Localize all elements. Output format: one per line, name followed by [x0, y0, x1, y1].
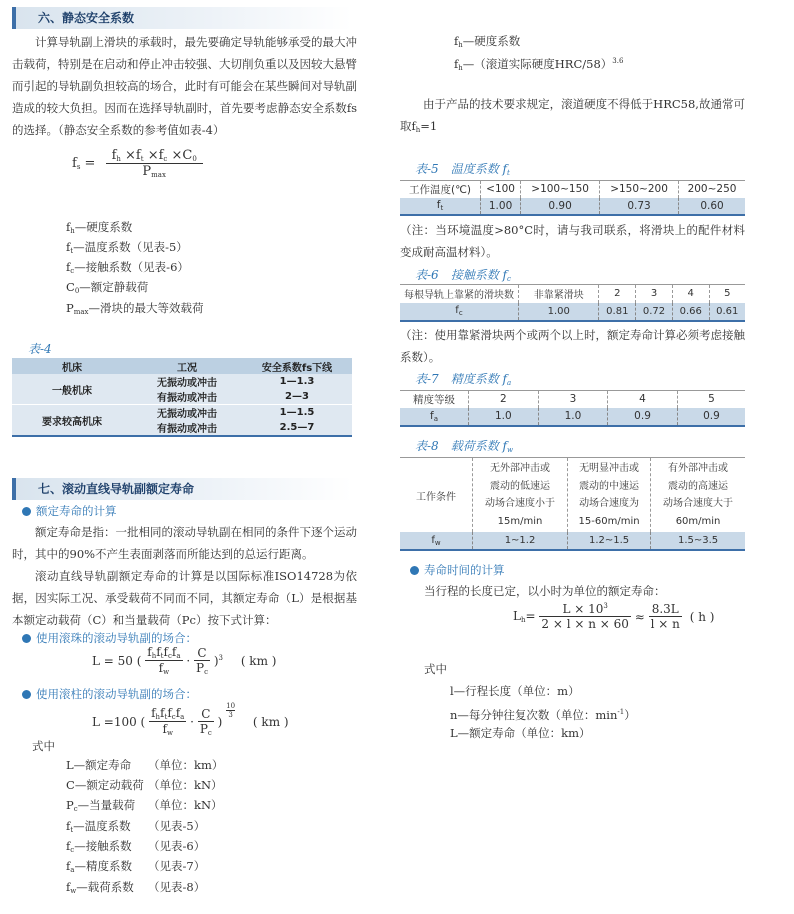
table-6-cell: 0.66	[672, 303, 709, 321]
table-6	[400, 284, 745, 322]
table-8-condition: 有外部冲击或 震动的高速运 动场合速度大于 60m/min	[663, 463, 734, 527]
table-8-cell: 1~1.2	[473, 532, 568, 550]
def-fa-note: （见表-7）	[148, 859, 206, 873]
table-6-header: 3	[636, 285, 673, 303]
section-6-paragraph: 计算导轨副上滑块的承载时，最先要确定导轨能够承受的最大冲击载荷，特别是在启动和停止冲击较强、大切削负重以及因较大悬臂而引起的导轨副负担较高的场合，此时有可能会在某些瞬间对导轨副造成的较大负担。因而在选择导轨副时，首先要考虑静态安全系数fs的选择。（静态安全系数的参考值如表-4）	[12, 35, 357, 137]
def-L-note: （单位：km）	[148, 758, 224, 772]
table-7-cell: 1.0	[469, 408, 539, 426]
lh-formula: $L_h=$ $\frac{L \times 10^3}{2 \times l \times n \times 60}$ ≈ $\frac{8.3L}{l \times n}$ ( h )	[513, 602, 715, 631]
bullet-dot-icon	[22, 634, 31, 643]
table-8-cell: 1.2~1.5	[568, 532, 651, 550]
def-stroke: l—行程长度（单位：m）	[450, 684, 580, 698]
table-4-cell: 1—1.5	[242, 405, 352, 421]
table-4-cell: 无振动或冲击	[132, 405, 242, 421]
table-6-cell: 1.00	[519, 303, 599, 321]
table-8	[400, 457, 745, 551]
def-Pc: $P_c—$当量载荷	[66, 798, 136, 813]
table-7-caption: 表-7 精度系数 $f_a$	[415, 372, 512, 387]
def-fh-formula: $f_h—$（滚道实际硬度HRC/58）$^{3.6}$	[454, 57, 624, 72]
iso-paragraph: 滚动直线导轨副额定寿命的计算是以国际标准ISO14728为依据，因实际工况、承受载荷不同而不同，其额定寿命（L）是根据基本额定动载荷（C）和当量载荷（Pc）按下式计算：	[12, 569, 357, 627]
def-fc: $f_c—$接触系数（见表-6）	[66, 260, 189, 275]
table-7-header: 2	[469, 391, 539, 408]
table-5-row-label: $f_t$	[400, 198, 481, 215]
table-5-cell: 0.73	[600, 198, 679, 215]
bullet-ball: 使用滚珠的滚动导轨副的场合：	[22, 630, 197, 646]
table-4-header: 机床	[62, 362, 82, 374]
table-4-machine: 一般机床	[12, 374, 132, 405]
table-5-cell: 0.90	[521, 198, 600, 215]
table-7-cell: 0.9	[608, 408, 678, 426]
def-c0: $C_0—$额定静载荷	[66, 280, 149, 295]
bullet-rated-life: 额定寿命的计算	[22, 503, 117, 519]
bullet-dot-icon	[410, 566, 419, 575]
table-4-cell: 1—1.3	[279, 376, 315, 387]
section-7-title: 七、滚动直线导轨副额定寿命	[38, 482, 195, 496]
table-4-cell: 有振动或冲击	[132, 420, 242, 436]
rated-life-paragraph: 额定寿命是指：一批相同的滚动导轨副在相同的条件下逐个运动时，其中的90%不产生表面剥落而所能达到的总运行距离。	[12, 525, 357, 561]
table-5-header: <100	[481, 181, 521, 198]
bullet-roller: 使用滚柱的滚动导轨副的场合：	[22, 686, 197, 702]
where-label-right: 式中	[424, 662, 447, 676]
table-8-caption: 表-8 载荷系数 $f_w$	[415, 439, 513, 454]
hrc-paragraph: 由于产品的技术要求规定，滚道硬度不得低于HRC58,故通常可取$f_h=1$	[400, 97, 745, 134]
table-7-header: 精度等级	[400, 391, 469, 408]
note-5: （注：当环境温度>80°C时，请与我司联系，将滑块上的配件材料变成耐高温材料）。	[400, 223, 745, 259]
ball-formula: L = 50 ( $\frac{f_hf_tf_cf_a}{f_w}$ · $\frac{C}{P_c}$ )$^3$ ( km )	[92, 645, 277, 676]
def-L: L—额定寿命	[66, 758, 132, 772]
table-6-cell: 0.72	[636, 303, 673, 321]
bullet-dot-icon	[22, 690, 31, 699]
def-freq: n—每分钟往复次数（单位：$\min^{-1}$）	[450, 708, 636, 722]
def-rated-life: L—额定寿命（单位：km）	[450, 726, 591, 740]
table-4-cell: 有振动或冲击	[157, 393, 217, 404]
where-label-left: 式中	[32, 739, 55, 753]
table-4-header: 工况	[177, 362, 197, 374]
def-fw-note: （见表-8）	[148, 880, 206, 894]
table-7-header: 3	[538, 391, 608, 408]
table-5-cell: 1.00	[481, 198, 521, 215]
def-C: C—额定动载荷	[66, 778, 144, 792]
table-6-header: 每根导轨上靠紧的滑块数	[400, 285, 519, 303]
table-6-caption: 表-6 接触系数 $f_c$	[415, 268, 511, 283]
bullet-dot-icon	[22, 507, 31, 516]
def-fh: $f_h—$硬度系数	[66, 220, 133, 235]
fs-formula: $f_s$ = $\frac{f_h \times f_t \times f_c \times C_0}{P_{max}}$	[72, 148, 203, 179]
table-4-header: 安全系数fs下线	[261, 362, 333, 374]
roller-formula: L =100 ( $\frac{f_hf_tf_cf_a}{f_w}$ · $\frac{C}{P_c}$ ) $\frac{10}{3}$ ( km )	[92, 702, 289, 737]
table-4-machine: 要求较高机床	[12, 405, 132, 437]
table-4	[12, 358, 352, 437]
hours-paragraph: 当行程的长度已定，以小时为单位的额定寿命：	[424, 584, 666, 598]
def-fc2-note: （见表-6）	[148, 839, 206, 853]
table-5-header: 200~250	[687, 183, 737, 196]
table-6-header: 2	[599, 285, 636, 303]
table-5-caption: 表-5 温度系数 $f_t$	[415, 162, 510, 177]
table-6-row-label: $f_c$	[400, 303, 519, 321]
table-7-header: 4	[608, 391, 678, 408]
table-7	[400, 390, 745, 427]
table-7-header: 5	[708, 393, 715, 406]
table-6-header: 5	[724, 288, 731, 300]
def-ft2-note: （见表-5）	[148, 819, 206, 833]
table-8-condition: 无外部冲击或 震动的低速运 动场合速度小于 15m/min	[473, 458, 568, 533]
table-4-cell: 2.5—7	[242, 420, 352, 436]
def-Pc-note: （单位：kN）	[148, 798, 223, 812]
table-8-condition: 无明显冲击或 震动的中速运 动场合速度为 15-60m/min	[568, 458, 651, 533]
table-5	[400, 180, 745, 216]
table-4-cell: 无振动或冲击	[157, 378, 217, 389]
def-fh-right: $f_h—$硬度系数	[454, 34, 521, 49]
def-fa: $f_a—$精度系数	[66, 859, 132, 874]
def-ft2: $f_t—$温度系数	[66, 819, 131, 834]
section-7-header	[12, 478, 352, 500]
table-4-caption: 表-4	[28, 342, 52, 356]
table-6-cell: 0.61	[716, 305, 739, 317]
table-7-cell: 0.9	[703, 410, 720, 422]
table-5-cell: 0.60	[700, 199, 724, 212]
table-6-header: 4	[672, 285, 709, 303]
table-8-header: 工作条件	[400, 458, 473, 533]
table-6-header: 非靠紧滑块	[519, 285, 599, 303]
table-7-cell: 1.0	[538, 408, 608, 426]
def-ft: $f_t—$温度系数（见表-5）	[66, 240, 188, 255]
note-6: （注：使用靠紧滑块两个或两个以上时，额定寿命计算必须考虑接触系数）。	[400, 328, 745, 364]
table-7-row-label: $f_a$	[400, 408, 469, 426]
table-5-header: >100~150	[521, 181, 600, 198]
table-5-header: >150~200	[600, 181, 679, 198]
table-5-header: 工作温度(℃)	[400, 181, 481, 198]
table-4-cell: 2—3	[285, 391, 309, 402]
section-6-header	[12, 7, 352, 29]
table-8-cell: 1.5~3.5	[677, 535, 719, 546]
def-C-note: （单位：kN）	[148, 778, 223, 792]
bullet-hours: 寿命时间的计算	[410, 562, 505, 578]
table-8-row-label: $f_w$	[400, 532, 473, 550]
def-pmax: $P_{max}—$滑块的最大等效载荷	[66, 301, 204, 316]
section-6-title: 六、静态安全系数	[38, 11, 135, 25]
def-fw: $f_w—$载荷系数	[66, 880, 134, 895]
table-6-cell: 0.81	[599, 303, 636, 321]
def-fc2: $f_c—$接触系数	[66, 839, 132, 854]
